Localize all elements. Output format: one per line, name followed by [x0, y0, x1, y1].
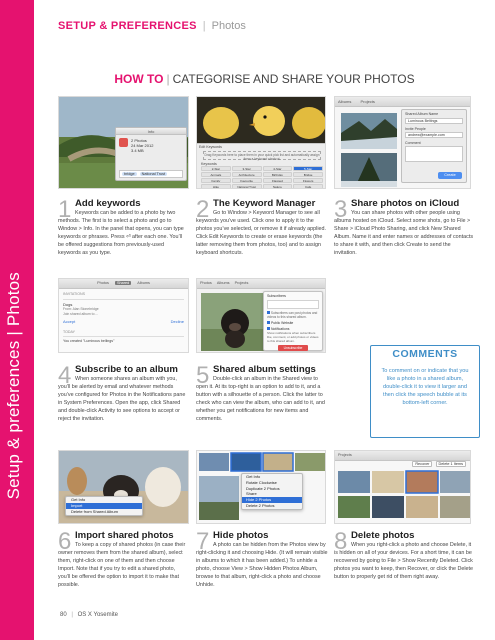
page-header [58, 20, 246, 34]
howto-prefix: HOW TO [114, 72, 164, 86]
keyword-chip[interactable]: Cafe [293, 184, 323, 189]
keyword-chip[interactable]: Favourite [232, 178, 262, 183]
tab-albums[interactable]: Albums [137, 281, 150, 285]
step-4 [58, 364, 188, 424]
menu-import[interactable]: Import [66, 503, 142, 509]
keyword-chip[interactable]: Bridge [293, 172, 323, 177]
footer-separator: | [71, 612, 73, 618]
step-number: 1 [58, 196, 72, 223]
keyword-tag[interactable]: National Trust [141, 172, 166, 176]
context-menu [65, 496, 143, 516]
step-body: You can share photos with other people using albums hosted on iCloud. Select some shots, go to File > Share > iCloud Photo Sharing, and click New Shared Album. Name it and enter names or addresses of contacts to share it with, and then click Create to send the invitation. [334, 210, 474, 257]
screenshot-shared-album-settings [196, 278, 326, 353]
invite-label: Invite People [405, 127, 426, 131]
invite-from: From: Alan Stonebridge [63, 307, 99, 311]
frozen-scene-photo [341, 113, 397, 149]
album-name-field[interactable]: Luminous Beltings [405, 118, 463, 124]
step-title: Add keywords [75, 198, 141, 209]
keyword-chip[interactable]: Family [201, 178, 231, 183]
public-website-label: Public Website [270, 321, 294, 325]
step-3 [334, 198, 474, 258]
tab-projects[interactable]: Projects [234, 281, 249, 285]
step-number: 5 [196, 362, 210, 389]
menu-rotate[interactable]: Rotate Clockwise [246, 479, 277, 485]
keyword-chip[interactable]: Animals [201, 172, 231, 177]
tab-photos[interactable]: Photos [97, 281, 109, 285]
toolbar [59, 279, 188, 289]
keyword-chip[interactable]: Nature [263, 184, 293, 189]
keyword-grid [201, 166, 323, 189]
howto-heading: CATEGORISE AND SHARE YOUR PHOTOS [172, 72, 415, 86]
recover-button[interactable]: Recover [412, 461, 432, 467]
thumbnail-row-2 [199, 476, 239, 520]
menu-delete-from-shared[interactable]: Delete from Shared Album [71, 509, 118, 514]
keyword-tag[interactable]: bridge [124, 172, 135, 176]
tab-albums[interactable]: Albums [338, 99, 352, 104]
subscribers-post-text: Subscribers can post photos and videos to this shared album. [267, 311, 318, 319]
step-6 [58, 530, 188, 590]
tab-projects[interactable]: Projects [360, 99, 375, 104]
subscribers-post-checkbox[interactable] [267, 311, 270, 314]
keywords-section: Keywords [201, 162, 217, 166]
public-website-checkbox[interactable] [267, 321, 270, 324]
step-title: The Keyword Manager [213, 198, 316, 209]
menu-share[interactable]: Share [246, 491, 257, 497]
step-body: A photo can be hidden from the Photos view by right-clicking it and choosing Hide. (It will remain visible in albums to which it has been added.) To unhide a photo, choose View > Show Hidden Photos Album, browse to that album, right-click a photo and choose Unhide. [196, 542, 328, 589]
screenshot-info-panel [58, 96, 189, 189]
screenshot-delete-photos [334, 450, 471, 524]
step-title: Hide photos [213, 530, 269, 541]
step-number: 8 [334, 528, 348, 555]
info-title: Info [116, 128, 186, 135]
menu-duplicate[interactable]: Duplicate 2 Photos [246, 485, 280, 491]
menu-get-info[interactable]: Get Info [246, 474, 261, 479]
step-number: 6 [58, 528, 72, 555]
step-2 [196, 198, 328, 258]
header-section: SETUP & PREFERENCES [58, 20, 197, 32]
side-section-title: Setup & preferences | Photos [4, 272, 23, 500]
step-title: Import shared photos [75, 530, 174, 541]
step-body: Double-click an album in the Shared view to open it. At its top-right is an option to add to it, and a button with a silhouette of a person. Click the latter to check who can view the album, who can add to it, and whether you get notifications for new items and comments. [196, 376, 325, 423]
info-date: 24 Mar 2012 [131, 143, 154, 148]
accept-button[interactable]: Accept [63, 319, 76, 324]
step-body: To keep a copy of shared photos (in case their owner removes them from the shared album), select them, right-click on one of them and then choose Import. Note that if you try to edit a shared photo, you’ll be offered the option to import it to make that possible. [58, 542, 186, 589]
screenshot-invitations [58, 278, 189, 353]
keyword-chip[interactable]: Birthday [263, 172, 293, 177]
comments-body: To comment on or indicate that you like a photo in a shared album, double-click it to view it larger and then click the speech bubble at its bottom-left corner. [381, 368, 469, 406]
comments-callout [370, 345, 480, 438]
keyword-chip[interactable]: 4-Star [263, 166, 293, 171]
step-number: 7 [196, 528, 210, 555]
step-7 [196, 530, 328, 590]
page-footer [60, 612, 118, 618]
activity-item: You created "Luminous bellings" [63, 336, 184, 343]
screenshot-share-icloud [334, 96, 471, 189]
shared-album-dialog [401, 109, 467, 183]
tab-projects[interactable]: Projects [338, 453, 352, 457]
step-8 [334, 530, 474, 581]
tree-photo [341, 153, 397, 187]
context-menu [241, 473, 303, 510]
step-title: Subscribe to an album [75, 364, 178, 375]
menu-delete[interactable]: Delete 2 Photos [246, 502, 275, 508]
step-number: 4 [58, 362, 72, 389]
menu-hide[interactable]: Hide 2 Photos [242, 497, 302, 503]
tab-photos[interactable]: Photos [200, 281, 212, 285]
tab-shared[interactable]: Shared [116, 281, 130, 285]
today-section: TODAY [63, 330, 76, 334]
keyword-chip[interactable]: Flowers [293, 178, 323, 183]
thumbnail-row [197, 451, 326, 473]
toolbar [335, 451, 470, 461]
howto-title [34, 72, 495, 86]
keyword-chip[interactable]: National Trust [232, 184, 262, 189]
publication-title: OS X Yosemite [77, 612, 118, 618]
header-category: Photos [211, 20, 246, 32]
keyword-window-title: Edit Keywords [199, 145, 222, 149]
step-body: Keywords can be added to a photo by two methods. The first is to select a photo and go to Window > Info. In the panel that opens, you can type keywords or phrases. Press ⏎ after each one. You’ll be offered suggestions from previously-used keywords as you type. [58, 210, 184, 257]
keyword-chip[interactable]: 5-Star [293, 166, 323, 171]
toolbar [197, 279, 325, 289]
photos-icon [119, 138, 128, 147]
step-5 [196, 364, 328, 424]
screenshot-keyword-manager [196, 96, 326, 189]
keyword-chip[interactable]: Flagged [263, 178, 293, 183]
comment-label: Comment [405, 141, 421, 145]
invite-join: Join shared album to ... [63, 312, 99, 316]
album-name-label: Shared Album Name [405, 112, 439, 116]
keyword-chip[interactable]: 3-Star [232, 166, 262, 171]
info-size: 3.4 MB [131, 148, 144, 153]
info-count: 2 Photos [131, 138, 147, 143]
step-title: Delete photos [351, 530, 415, 541]
page-number: 80 [60, 612, 67, 618]
quick-pick-hint: Drag Keywords here to place them in your quick pick list and automatically assign them a keyboard shortcut. [204, 153, 320, 161]
ducklings-photo [197, 97, 326, 143]
deleted-photos-grid [335, 469, 471, 524]
step-title: Shared album settings [213, 364, 316, 375]
tab-albums[interactable]: Albums [216, 281, 230, 285]
notifications-description: Show notifications when subscribers like, comment, or add photos or videos to this shared album. [267, 331, 319, 343]
step-number: 3 [334, 196, 348, 223]
step-1 [58, 198, 188, 258]
notifications-label: Notifications [270, 327, 290, 331]
howto-separator: | [166, 72, 170, 86]
notifications-checkbox[interactable] [267, 327, 270, 330]
step-title: Share photos on iCloud [351, 198, 460, 209]
screenshot-hide-photos [196, 450, 326, 524]
header-separator: | [202, 20, 206, 32]
screenshot-import-shared [58, 450, 189, 524]
menu-get-info[interactable]: Get Info [71, 497, 86, 502]
step-body: Go to Window > Keyword Manager to see all keywords you’ve used. Click one to apply it to the photos you’ve selected, or remove it if already applied. Click Edit Keywords to create or erase keywords (the latter removing them from photos, too) and to assign keyboard shortcuts. [196, 210, 327, 257]
dog-photo [201, 293, 271, 351]
keyword-chip[interactable]: 2-Star [201, 166, 231, 171]
toolbar [335, 97, 470, 107]
comments-title: COMMENTS [392, 348, 458, 360]
comment-field[interactable] [405, 146, 463, 162]
invite-field[interactable]: andrew@example.com [405, 132, 463, 138]
keyword-chip[interactable]: Hike [201, 184, 231, 189]
step-body: When you right-click a photo and choose Delete, it is hidden on all of your devices. For a short time, it can be recovered by going to File > Show Recently Deleted. Click photos you want to keep, then Recover, or click the Delete button to properly get rid of them right away. [334, 542, 474, 581]
decline-button[interactable]: Decline [170, 319, 184, 324]
unsubscribe-button[interactable]: Unsubscribe [278, 345, 308, 351]
keyword-chip[interactable]: Architecture [232, 172, 262, 177]
step-body: When someone shares an album with you, you’ll be alerted by email and whatever methods you’ve configured for Photos in the Notifications pane in System Preferences. Open the app, click Shared and double-click Activity to see options to accept or reject the invitation. [58, 376, 186, 423]
sharing-popover [263, 291, 323, 351]
delete-items-button[interactable]: Delete 1 Items [436, 461, 466, 467]
subscribers-label: Subscribers [267, 294, 286, 298]
invitations-section: INVITATIONS [63, 292, 86, 296]
create-button[interactable]: Create [438, 172, 462, 179]
step-number: 2 [196, 196, 210, 223]
side-band [0, 0, 34, 640]
invite-album: Dogs [63, 302, 73, 307]
